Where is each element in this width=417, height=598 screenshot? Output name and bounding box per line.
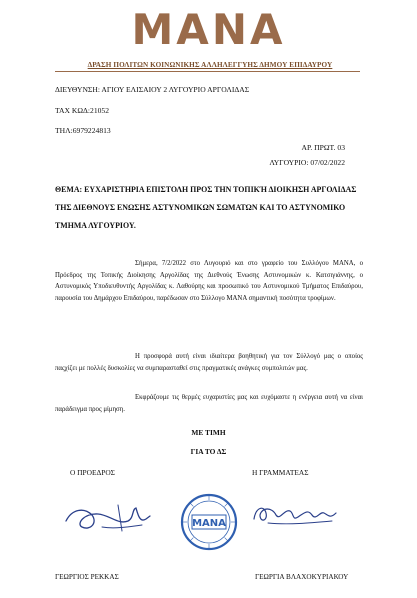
organization-logo: MANA xyxy=(131,5,286,54)
closing-line-1: ΜΕ ΤΙΜΗ xyxy=(191,428,226,437)
president-signature-icon xyxy=(62,497,154,537)
body-paragraph-3: Εκφράζουμε τις θερμές ευχαριστίες μας και ευχόμαστε η ενέργεια αυτή να είναι παράδειγμα προς μίμηση. xyxy=(55,394,363,413)
postcode-line: ΤΑΧ ΚΩΔ:21052 xyxy=(55,106,110,115)
closing-line-2: ΓΙΑ ΤΟ ΔΣ xyxy=(190,447,227,456)
secretary-role: Η ΓΡΑΜΜΑΤΕΑΣ xyxy=(252,468,309,477)
body-paragraph-2: Η προσφορά αυτή είναι ιδιαίτερα βοηθητική για τον Σύλλογό μας ο οποίος παςχίζει με πολλές δυσκολίες να συμπαρασταθεί στις πραγματικές ανάγκες συμπολιτών μας. xyxy=(55,353,363,372)
header-divider xyxy=(55,71,360,72)
organization-name: ΔΡΑΣΗ ΠΟΛΙΤΩΝ ΚΟΙΝΩΝΙΚΗΣ ΑΛΛΗΛΕΓΓΥΗΣ ΔΗΜΟΥ ΕΠΙΔΑΥΡΟΥ xyxy=(87,61,333,69)
organization-stamp-icon xyxy=(179,492,239,552)
secretary-name: ΓΕΩΡΓΙΑ ΒΛΑΧΟΚΥΡΙΑΚΟΥ xyxy=(255,573,349,581)
place-date: ΛΥΓΟΥΡΙΟ: 07/02/2022 xyxy=(269,158,345,167)
address-line: ΔΙΕΥΘΥΝΣΗ: ΑΓΙΟΥ ΕΛΙΣΑΙΟΥ 2 ΛΥΓΟΥΡΙΟ ΑΡΓΟΛΙΔΑΣ xyxy=(55,85,250,94)
stamp-text: MANA xyxy=(192,518,226,529)
letter-subject: ΘΕΜΑ: ΕΥΧΑΡΙΣΤΗΡΙΑ ΕΠΙΣΤΟΛΗ ΠΡΟΣ ΤΗΝ ΤΟΠΙΚΉ ΔΙΟΙΚΗΣΗ ΑΡΓΟΛΙΔΑΣ ΤΗΣ ΔΙΕΘΝΟΥΣ ΕΝΩΣΗΣ ΑΣΤΥΝΟΜΙΚΩΝ ΣΩΜΑΤΩΝ ΚΑΙ ΤΟ ΑΣΤΥΝΟΜΙΚΟ ΤΜΗΜΑ ΛΥΓΟΥΡΙΟΥ. xyxy=(55,185,357,230)
secretary-signature-icon xyxy=(248,497,340,531)
phone-line: ΤΗΛ:6979224813 xyxy=(55,126,111,135)
president-role: Ο ΠΡΟΕΔΡΟΣ xyxy=(70,468,115,477)
protocol-number: ΑΡ. ΠΡΩΤ. 03 xyxy=(301,143,345,152)
president-name: ΓΕΩΡΓΙΟΣ ΡΕΚΚΑΣ xyxy=(55,573,119,581)
body-paragraph-1: Σήμερα, 7/2/2022 στο Λυγουριό και στο γραφείο του Συλλόγου ΜΑΝΑ, ο Πρόεδρος της Τοπικής Διοίκησης Αργολίδας της Διεθνούς Ένωσης Αστυνομικών κ. Κατσιγιάννης, ο Αστυνομικός Υποδιευθυντής Αργολίδας κ. Λαθούρης και προσωπικό του Αστυνομικού Τμήματος Επιδαύρου, παρουσία του Δημάρχου Επιδαύρου, παρέδωσαν στο Σύλλογο ΜΑΝΑ σημαντική ποσότητα τροφίμων. xyxy=(55,260,363,302)
